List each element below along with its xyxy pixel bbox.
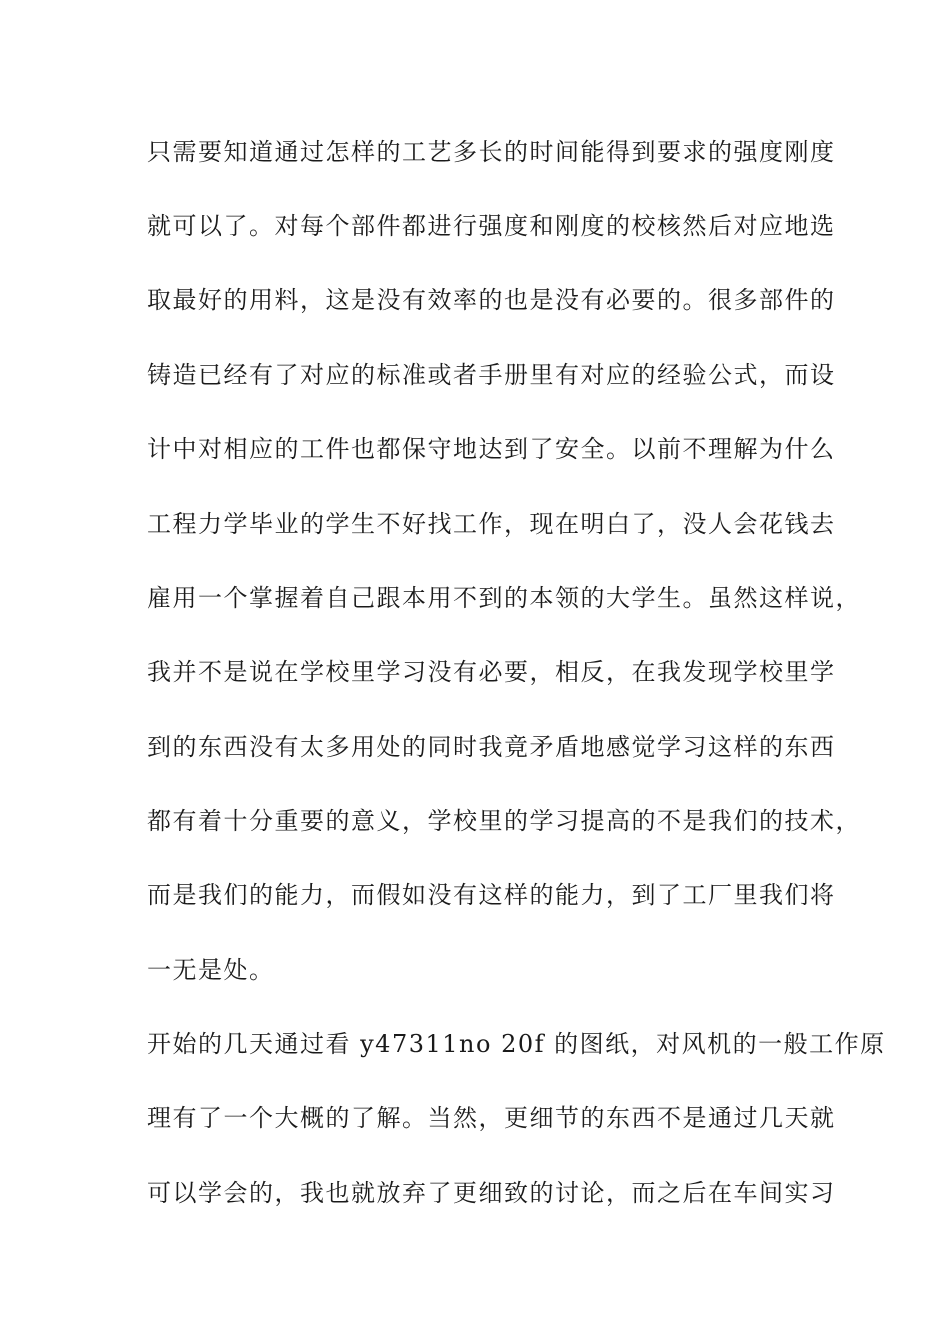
text-line: 可以学会的，我也就放弃了更细致的讨论，而之后在车间实习 bbox=[147, 1179, 836, 1207]
text-line: 取最好的用料，这是没有效率的也是没有必要的。很多部件的 bbox=[147, 286, 836, 314]
text-line: 都有着十分重要的意义，学校里的学习提高的不是我们的技术， bbox=[147, 807, 861, 835]
text-line: 计中对相应的工件也都保守地达到了安全。以前不理解为什么 bbox=[147, 435, 836, 463]
text-line: 开始的几天通过看 y47311no 20f 的图纸，对风机的一般工作原 bbox=[147, 1030, 886, 1058]
text-line: 铸造已经有了对应的标准或者手册里有对应的经验公式，而设 bbox=[147, 361, 836, 389]
text-line: 理有了一个大概的了解。当然，更细节的东西不是通过几天就 bbox=[147, 1104, 836, 1132]
text-line: 雇用一个掌握着自己跟本用不到的本领的大学生。虽然这样说， bbox=[147, 584, 861, 612]
text-line: 一无是处。 bbox=[147, 956, 275, 984]
text-line: 只需要知道通过怎样的工艺多长的时间能得到要求的强度刚度 bbox=[147, 138, 836, 166]
text-line: 我并不是说在学校里学习没有必要，相反，在我发现学校里学 bbox=[147, 658, 836, 686]
text-line: 而是我们的能力，而假如没有这样的能力，到了工厂里我们将 bbox=[147, 881, 836, 909]
text-line: 就可以了。对每个部件都进行强度和刚度的校核然后对应地选 bbox=[147, 212, 836, 240]
text-line: 到的东西没有太多用处的同时我竟矛盾地感觉学习这样的东西 bbox=[147, 733, 836, 761]
text-line: 工程力学毕业的学生不好找工作，现在明白了，没人会花钱去 bbox=[147, 510, 836, 538]
